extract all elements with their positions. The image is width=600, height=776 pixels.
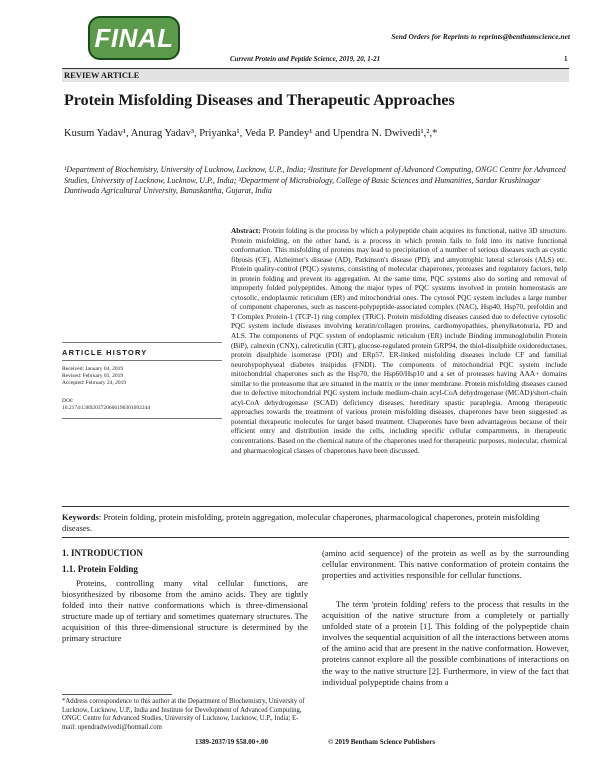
final-badge-logo [88, 16, 180, 60]
article-history-title: ARTICLE HISTORY [62, 348, 148, 357]
footnote-rule [62, 694, 172, 695]
doi-label: DOI: [62, 398, 74, 404]
correspondence-footnote: *Address correspondence to this author at the Department of Biochemistry, University of Lucknow, Lucknow, U.P., India and Institute for Development of Advanced Computing, ONGC Centre for Advanced Studies, University of Lucknow, Lucknow, U.P., India; E-mail: upendradwivedi@hotmail.com [62, 698, 305, 731]
keywords-label: Keywords [62, 512, 99, 522]
copyright: © 2019 Bentham Science Publishers [328, 738, 436, 746]
subsection-heading-protein-folding: 1.1. Protein Folding [62, 564, 138, 574]
article-title: Protein Misfolding Diseases and Therapeutic Approaches [64, 92, 455, 109]
abstract-block [231, 226, 567, 455]
body-paragraph-right-1: (amino acid sequence) of the protein as well as by the surrounding cellular environment. This native conformation of protein contains the properties and activities responsible for cellular functions. [322, 548, 569, 581]
page-number: 1 [564, 55, 568, 63]
keywords-text: : Protein folding, protein misfolding, protein aggregation, molecular chaperones, pharmacological chaperones, protein misfolding diseases. [62, 512, 540, 533]
section-heading-introduction: 1. INTRODUCTION [62, 548, 144, 558]
journal-citation: Current Protein and Peptide Science, 2019, 20, 1-21 [230, 55, 381, 63]
history-rule-top [62, 342, 222, 343]
history-rule-mid [62, 360, 222, 361]
revised-date: Revised: February 01, 2019 [62, 373, 124, 379]
doi-block [62, 398, 150, 412]
keywords-rule-bottom [62, 537, 569, 538]
article-history-dates [62, 366, 126, 387]
history-rule-bottom [62, 418, 222, 419]
keywords-rule-top [62, 506, 569, 507]
abstract-label: Abstract: [231, 226, 261, 235]
body-paragraph-right-2: The term 'protein folding' refers to the process that results in the acquisition of the native structure from a completely or partially unfolded state of a protein [1]. This folding of the polypeptide chain involves the sequential acquisition of all the interactions between atoms of the amino acid that are present in the native conformation. However, proteins cannot explore all the possible combinations of interactions on the way to the native structure [2]. Furthermore, in view of the fact that individual polypeptide chains from a [322, 599, 570, 687]
author-list: Kusum Yadav¹, Anurag Yadav³, Priyanka¹, Veda P. Pandey¹ and Upendra N. Dwivedi¹,²,* [64, 128, 438, 139]
reprints-notice: Send Orders for Reprints to reprints@benthamscience.net [391, 32, 570, 41]
accepted-date: Accepted: February 24, 2019 [62, 380, 127, 386]
body-paragraph-left: Proteins, controlling many vital cellular functions, are biosynthesized by ribosome from the amino acids. They are tightly folded into their native conformations which is three-dimensional structure made up of tertiary and sometimes quaternary structures. The acquisition of this three-dimensional structure is determined by the primary structure [62, 578, 308, 644]
issn-price: 1389-2037/19 $58.00+.00 [195, 738, 269, 746]
keywords [62, 512, 569, 534]
article-type-label: REVIEW ARTICLE [64, 70, 140, 80]
final-badge-text: FINAL [94, 22, 174, 53]
article-type-bar [62, 69, 569, 82]
doi-link[interactable]: 10.2174/1389203720666190301092244 [62, 405, 151, 411]
abstract-text: Protein folding is the process by which a polypeptide chain acquires its functional, native 3D structure. Protein misfolding, on the other hand, is a process in which protein fails to fold into its native functional conformation. This misfolding of proteins may lead to precipitation of a number of serious diseases such as cystic fibrosis (CF), Alzheimer's disease (AD), Parkinson's disease (PD), and amyotrophic lateral sclerosis (ALS) etc. Protein quality-control (PQC) systems, consisting of molecular chaperones, proteases and regulatory factors, help in protein folding and prevent its aggregation. At the same time, PQC systems also do sorting and removal of improperly folded polypeptides. Among the major types of PQC systems involved in protein homeostasis are cytosolic, endoplasmic reticulum (ER) and mitochondrial ones. The cytosol PQC system includes a large number of component chaperones, such as nascent-polypeptide-associated complex (NAC), Hsp40, Hsp70, prefoldin and T Complex Protein-1 (TCP-1) ring complex (TRiC). Protein misfolding diseases caused due to defective cytosolic PQC system include diseases involving keratin/collagen proteins, cardiomyopathies, phenylketonuria, PD and ALS. The components of PQC system of endoplasmic reticulum (ER) include Binding immunoglobulin Protein (BiP), calnexin (CNX), calreticulin (CRT), glucose-regulated protein GRP94, the thiol-disulphide oxidoreductases, protein disulphide isomerase (PDI) and ERp57. ER-linked misfolding diseases include CF and familial neurohypophyseal diabetes insipidus (FNDI). The components of mitochondrial PQC system include mitochondrial chaperones such as the Hsp70, the Hsp60/Hsp10 and a set of proteases having AAA+ domains similar to the proteasome that are situated in the matrix or the inner membrane. Protein misfolding diseases caused due to defective mitochondrial PQC system include medium-chain acyl-CoA dehydrogenase (MCAD)/short-chain acyl-CoA dehydrogenase (SCAD) deficiency diseases, hereditary spastic paraplegia. Among therapeutic approaches towards the treatment of various protein misfolding diseases, chaperones have been suggested as potential therapeutic molecules for target based treatment. Chaperones have been advantageous because of their efficient entry and distribution inside the cells, including specific cellular compartments, in therapeutic concentrations. Based on the chemical nature of the chaperones used for therapeutic purposes, molecular, chemical and pharmacological classes of chaperones have been discussed. [231, 226, 567, 455]
received-date: Received: January 04, 2019 [62, 366, 124, 372]
affiliations: ¹Department of Biochemistry, University of Lucknow, Lucknow, U.P., India; ²Institute for Development of Advanced Computing, ONGC Centre for Advanced Studies, University of Lucknow, Lucknow, U.P., India; ³Department of Microbiology, College of Basic Sciences and Humanities, Sardar Krushinagar Dantiwada Agricultural University, Banaskantha, Gujarat, India [64, 165, 566, 195]
